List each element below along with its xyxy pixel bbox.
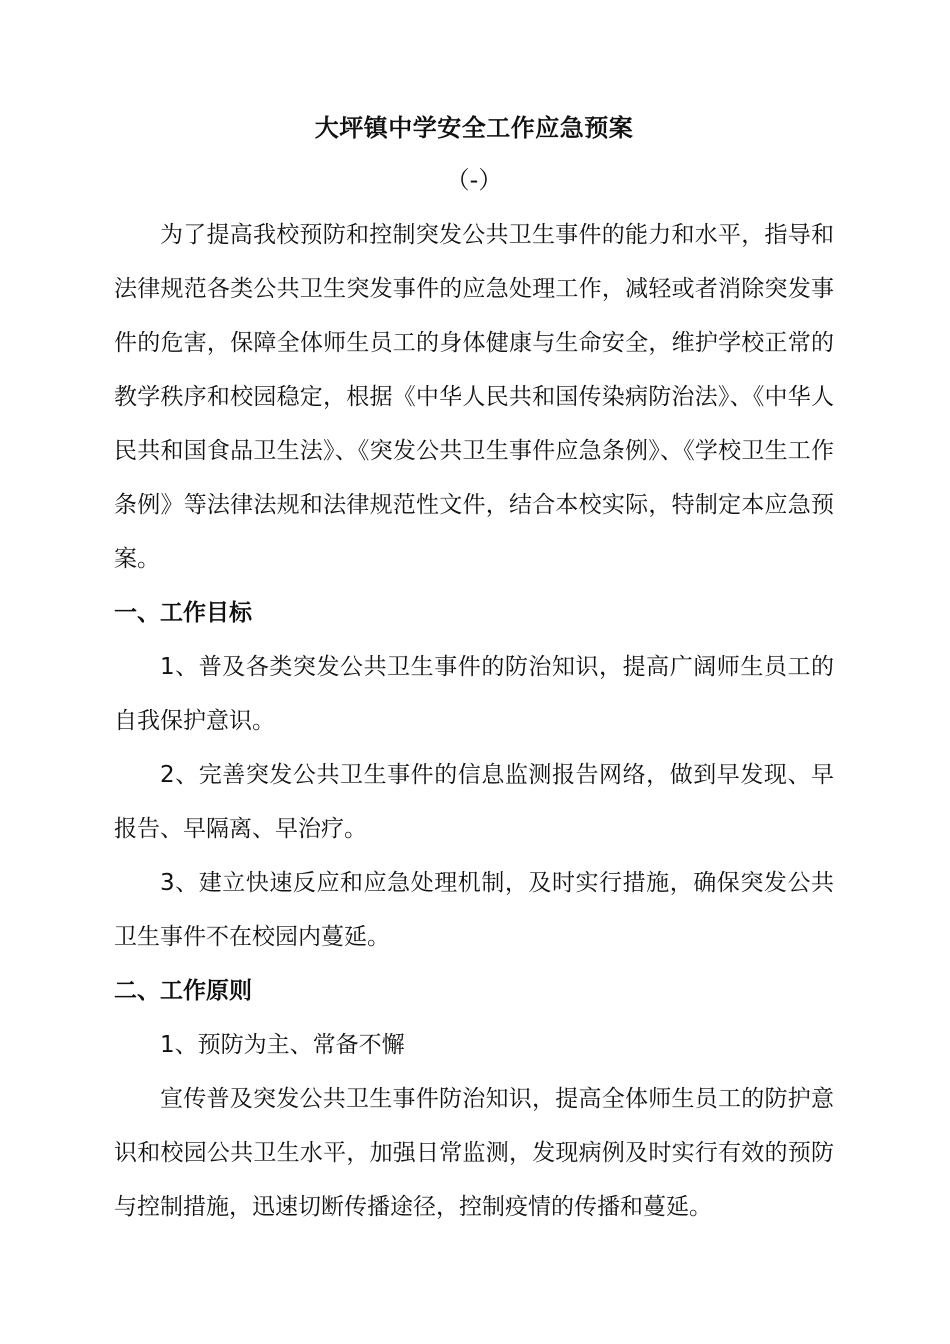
intro-paragraph: 为了提高我校预防和控制突发公共卫生事件的能力和水平，指导和法律规范各类公共卫生突发事件的应急处理工作，减轻或者消除突发事件的危害，保障全体师生员工的身体健康与生命安全，维护学校正常的教学秩序和校园稳定，根据《中华人民共和国传染病防治法》、《中华人民共和国食品卫生法》、《突发公共卫生事件应急条例》、《学校卫生工作条例》等法律法规和法律规范性文件，结合本校实际，特制定本应急预案。 xyxy=(114,222,834,572)
section-heading-goals: 一、工作目标 xyxy=(114,600,252,626)
section-heading-principles: 二、工作原则 xyxy=(114,978,252,1004)
principle-item-1: 1、预防为主、常备不懈 xyxy=(160,1032,405,1058)
goal-item-2: 2、完善突发公共卫生事件的信息监测报告网络，做到早发现、早报告、早隔离、早治疗。 xyxy=(114,762,834,842)
goal-item-1: 1、普及各类突发公共卫生事件的防治知识，提高广阔师生员工的自我保护意识。 xyxy=(114,654,834,734)
document-subtitle: （-） xyxy=(445,166,503,194)
goal-item-3: 3、建立快速反应和应急处理机制，及时实行措施，确保突发公共卫生事件不在校园内蔓延。 xyxy=(114,870,834,950)
document-title: 大坪镇中学安全工作应急预案 xyxy=(314,114,634,142)
principle-item-1-text: 宣传普及突发公共卫生事件防治知识，提高全体师生员工的防护意识和校园公共卫生水平，加强日常监测，发现病例及时实行有效的预防与控制措施，迅速切断传播途径，控制疫情的传播和蔓延。 xyxy=(114,1086,834,1220)
document-page xyxy=(114,104,834,1234)
